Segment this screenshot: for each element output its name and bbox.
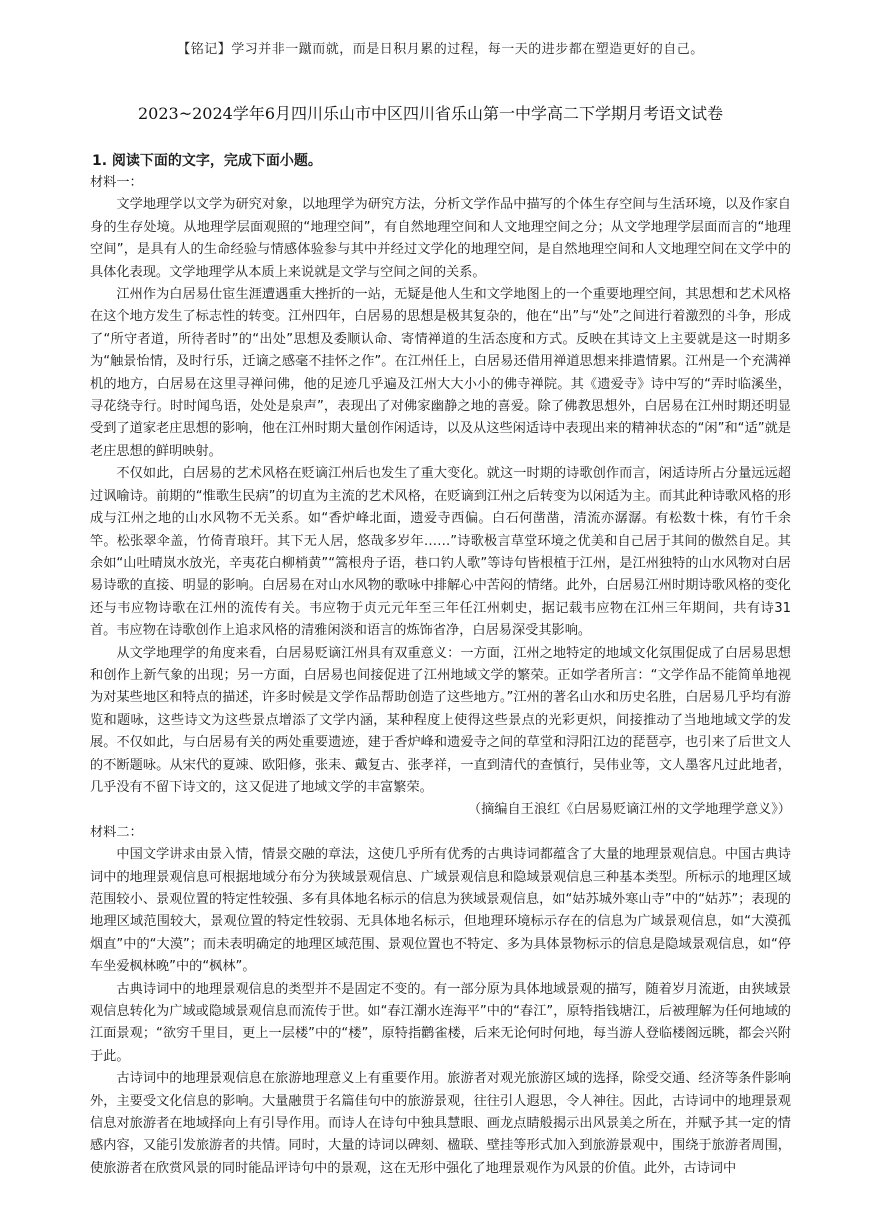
- material-2-label: 材料二：: [90, 824, 143, 840]
- question-heading: 1. 阅读下面的文字，完成下面小题。: [92, 153, 322, 169]
- material-1-paragraph-1: 文学地理学以文学为研究对象，以地理学为研究方法，分析文学作品中描写的个体生存空间与生活环境，以及作家自身的生存处境。从地理学层面观照的“地理空间”，有自然地理空间和人文地理空间之分；从文学地理学层面而言的“地理空间”，是具有人的生命经验与情感体验参与其中并经过文学化的地理空间，是自然地理空间和人文地理空间在文学中的具体化表现。文学地理学从本质上来说就是文学与空间之间的关系。: [90, 197, 791, 280]
- material-2-paragraph-1: 中国文学讲求由景入情，情景交融的章法，这使几乎所有优秀的古典诗词都蕴含了大量的地理景观信息。中国古典诗词中的地理景观信息可根据地域分布分为狭域景观信息、广域景观信息和隐域景观信息三种基本类型。所标示的地理区域范围较小、景观位置的特定性较强、多有具体地名标示的信息为狭域景观信息，如“姑苏城外寒山寺”中的“姑苏”；表现的地理区域范围较大，景观位置的特定性较弱、无具体地名标示，但地理环境标示存在的信息为广域景观信息，如“大漠孤烟直”中的“大漠”；而未表明确定的地理区域范围、景观位置也不特定、多为具体景物标示的信息是隐域景观信息，如“停车坐爱枫林晚”中的“枫林”。: [90, 847, 791, 975]
- material-1-source: （摘编自王浪红《白居易贬谪江州的文学地理学意义》）: [467, 802, 791, 818]
- material-1-paragraph-2: 江州作为白居易仕宦生涯遭遇重大挫折的一站，无疑是他人生和文学地图上的一个重要地理空间，其思想和艺术风格在这个地方发生了标志性的转变。江州四年，白居易的思想是极其复杂的，他在“出”与“处”之间进行着激烈的斗争，形成了“所守者道，所待者时”的“出处”思想及委顺认命、寄情禅道的生活态度和方式。反映在其诗文上主要就是这一时期多为“触景怡情，及时行乐，迁谪之感毫不挂怀之作”。在江州任上，白居易还借用禅道思想来排遣情累。江州是一个充满禅机的地方，白居易在这里寻禅问佛，他的足迹几乎遍及江州大大小小的佛寺禅院。其《遗爱寺》诗中写的“弄时临溪坐，寻花绕寺行。时时闻鸟语，处处是泉声”，表现出了对佛家幽静之地的喜爱。除了佛教思想外，白居易在江州时期还明显受到了道家老庄思想的影响，他在江州时期大量创作闲适诗，以及从这些闲适诗中表现出来的精神状态的“闲”和“适”就是老庄思想的鲜明映射。: [90, 287, 791, 459]
- material-1-paragraph-3: 不仅如此，白居易的艺术风格在贬谪江州后也发生了重大变化。就这一时期的诗歌创作而言，闲适诗所占分量远远超过讽喻诗。前期的“惟歌生民病”的切直为主流的艺术风格，在贬谪到江州之后转变为以闲适为主。而其此种诗歌风格的形成与江州之地的山水风物不无关系。如“香炉峰北面，遗爱寺西偏。白石何凿凿，清流亦潺潺。有松数十株，有竹千余竿。松张翠伞盖，竹倚青琅玕。其下无人居，悠哉多岁年……”诗歌极言草堂环境之优美和自己居于其间的傲然自足。其余如“山吐晴岚水放光，辛夷花白柳梢黄”“篙根舟子语，巷口钓人歌”等诗句皆根植于江州，是江州独特的山水风物对白居易诗歌的直接、明显的影响。白居易在对山水风物的歌咏中排解心中苦闷的情绪。此外，白居易江州时期诗歌风格的变化还与韦应物诗歌在江州的流传有关。韦应物于贞元元年至三年任江州刺史，据记载韦应物在江州三年期间，共有诗31首。韦应物在诗歌创作上追求风格的清雅闲淡和语言的炼饰省净，白居易深受其影响。: [90, 466, 791, 639]
- material-2-paragraph-2: 古典诗词中的地理景观信息的类型并不是固定不变的。有一部分原为具体地域景观的描写，随着岁月流逝，由狭域景观信息转化为广域或隐域景观信息而流传于世。如“春江潮水连海平”中的“春江”，原特指钱塘江，后被理解为任何地域的江面景观；“欲穷千里目，更上一层楼”中的“楼”，原特指鹳雀楼，后来无论何时何地，每当游人登临楼阁远眺，都会兴附于此。: [90, 981, 791, 1064]
- material-1-label: 材料一：: [90, 175, 143, 190]
- reading-passage: [90, 172, 791, 1180]
- motto-banner: 【铭记】学习并非一蹴而就，而是日积月累的过程，每一天的进步都在塑造更好的自己。: [177, 42, 704, 57]
- exam-title: 2023~2024学年6月四川乐山市中区四川省乐山第一中学高二下学期月考语文试卷: [137, 104, 724, 123]
- material-2-paragraph-3: 古诗词中的地理景观信息在旅游地理意义上有重要作用。旅游者对观光旅游区域的选择，除受交通、经济等条件影响外，主要受文化信息的影响。大量融贯于名篇佳句中的旅游景观，往往引人遐思，令人神往。因此，古诗词中的地理景观信息对旅游者在地域择向上有引导作用。而诗人在诗句中独具慧眼、画龙点睛般揭示出风景美之所在，并赋予其一定的情感内容，又能引发旅游者的共情。同时，大量的诗词以碑刻、楹联、壁挂等形式加入到旅游景观中，围绕于旅游者周围，使旅游者在欣赏风景的同时能品评诗句中的景观，这在无形中强化了地理景观作为风景的价值。此外，古诗词中: [90, 1071, 791, 1176]
- material-1-paragraph-4: 从文学地理学的角度来看，白居易贬谪江州具有双重意义：一方面，江州之地特定的地域文化氛围促成了白居易思想和创作上新气象的出现；另一方面，白居易也间接促进了江州地域文学的繁荣。正如学者所言：“文学作品不能简单地视为对某些地区和特点的描述，许多时候是文学作品帮助创造了这些地方。”江州的著名山水和历史名胜，白居易几乎均有游览和题咏，这些诗文为这些景点增添了文学内涵，某种程度上使得这些景点的光彩更炽，间接推动了当地地域文学的发展。不仅如此，与白居易有关的两处重要遗迹，建于香炉峰和遗爱寺之间的草堂和浔阳江边的琵琶亭，也引来了后世文人的不断题咏。从宋代的夏竦、欧阳修，张耒、戴复古、张孝祥，一直到清代的查慎行，吴伟业等，文人墨客凡过此地者，几乎没有不留下诗文的，这又促进了地域文学的丰富繁荣。: [90, 645, 791, 795]
